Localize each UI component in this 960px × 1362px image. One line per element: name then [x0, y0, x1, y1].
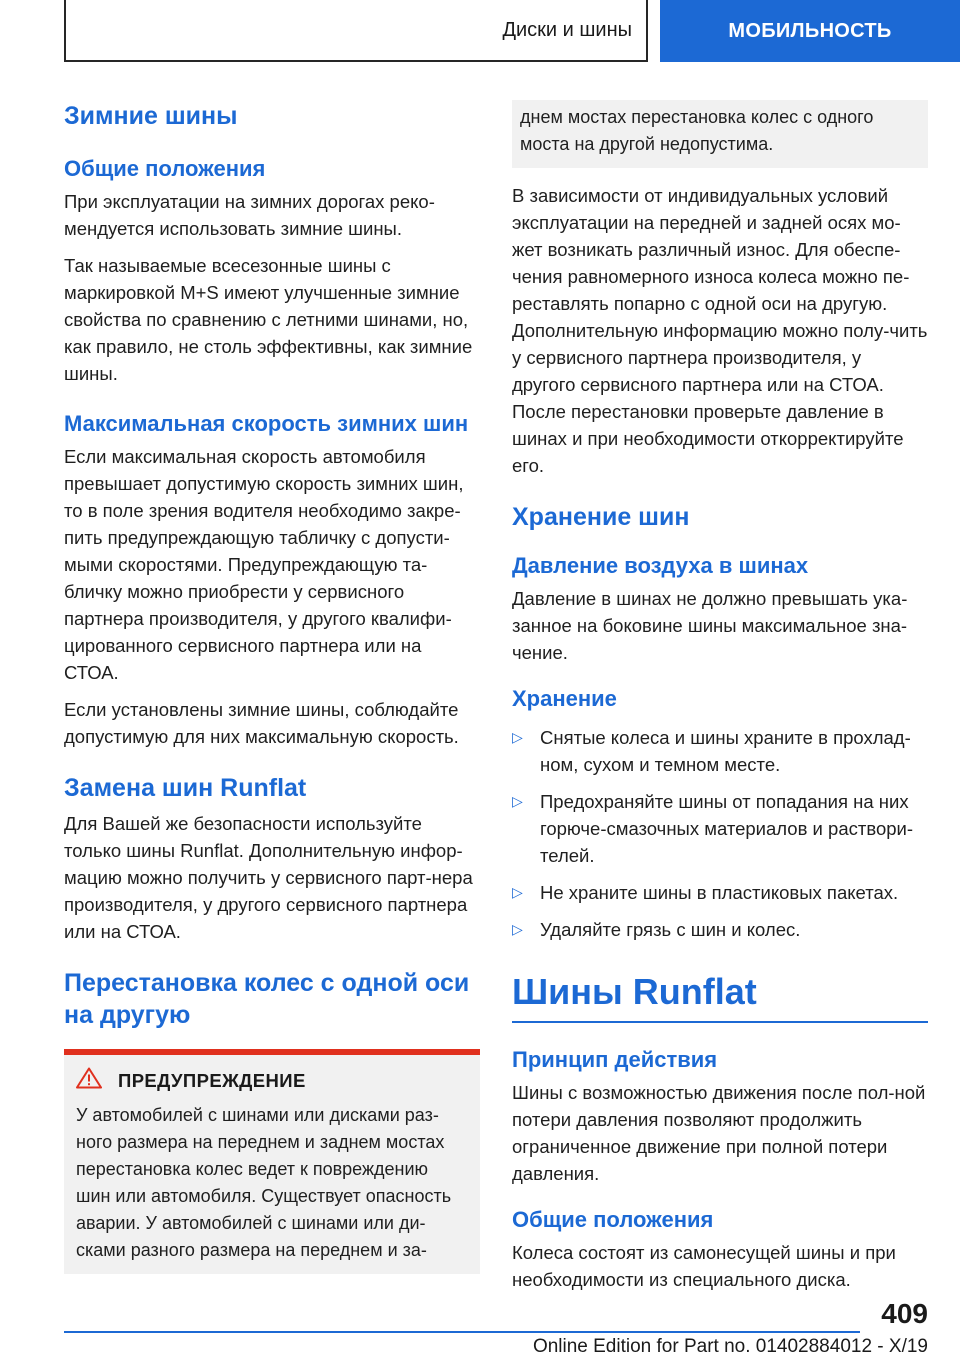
- paragraph-principle: Шины с возможностью движения после пол-ной потери давления позволяют продолжить ограниченное движение при полной потери давления.: [512, 1082, 926, 1184]
- header-chapter-tab: [660, 0, 960, 62]
- heading-storage: Хранение: [512, 686, 617, 711]
- paragraph-speed-2: Если установлены зимние шины, соблюдайте допустимую для них максимальную скорость.: [64, 699, 459, 747]
- warning-text: У автомобилей с шинами или дисками раз-ного размера на переднем и заднем мостах перестановка колес ведет к повреждению шин или автомобиля. Существует опасность аварии. У автомобилей с шинами или ди-сками разного размера на переднем и за-: [76, 1105, 452, 1260]
- section-title: Диски и шины: [502, 18, 632, 41]
- warning-triangle-icon: [76, 1067, 102, 1094]
- paragraph-general-runflat: Колеса состоят из самонесущей шины и при необходимости из специального диска.: [512, 1242, 896, 1290]
- list-item: ▷ Снятые колеса и шины храните в прохлад-ном, сухом и темном месте.: [512, 724, 928, 778]
- heading-runflat-replacement: Замена шин Runflat: [64, 774, 307, 802]
- heading-principle: Принцип действия: [512, 1047, 718, 1072]
- warning-box-continued: [512, 100, 928, 168]
- heading-wheel-rotation: Перестановка колес с одной оси на другую: [64, 969, 470, 1029]
- storage-list: [512, 724, 928, 943]
- list-item: ▷ Не храните шины в пластиковых пакетах.: [512, 879, 928, 906]
- heading-runflat-tires: Шины Runflat: [512, 971, 757, 1012]
- triangle-right-icon: ▷: [512, 793, 523, 809]
- heading-winter-tires: Зимние шины: [64, 102, 238, 130]
- triangle-right-icon: ▷: [512, 884, 523, 900]
- triangle-right-icon: ▷: [512, 921, 523, 937]
- footer-divider: [64, 1331, 860, 1333]
- header-section-title: [64, 0, 648, 62]
- left-column: [64, 100, 480, 1274]
- footer-edition: Online Edition for Part no. 01402884012 - X/19: [532, 1336, 928, 1357]
- page-number: 409: [881, 1298, 928, 1329]
- warning-text-continued: днем мостах перестановка колес с одного моста на другой недопустима.: [520, 107, 874, 154]
- heading-max-speed: Максимальная скорость зимних шин: [64, 411, 469, 436]
- heading-tire-storage: Хранение шин: [512, 503, 690, 531]
- paragraph-rotation: В зависимости от индивидуальных условий эксплуатации на передней и задней осях мо-жет возникать различный износ. Для обеспе-чения равномерного износа колеса можно пе-реставлять попарно с одной оси на другую. Дополнительную информацию можно полу-чить у сервисного партнера производителя, у другого сервисного партнера или на СТОА. После перестановки проверьте давление в шинах и при необходимости откорректируйте его.: [512, 185, 928, 476]
- paragraph-tire-pressure: Давление в шинах не должно превышать ука-занное на боковине шины максимальное зна-чение.: [512, 588, 908, 663]
- warning-title: ПРЕДУПРЕЖДЕНИЕ: [118, 1069, 306, 1091]
- right-column: [512, 100, 928, 1293]
- heading-tire-pressure: Давление воздуха в шинах: [512, 553, 809, 578]
- heading-general: Общие положения: [64, 156, 266, 181]
- heading-general-runflat: Общие положения: [512, 1207, 714, 1232]
- paragraph-speed-1: Если максимальная скорость автомобиля превышает допустимую скорость зимних шин, то в поле зрения водителя необходимо закре-пить предупреждающую табличку с допусти-мыми скоростями. Предупреждающую та-бличку можно приобрести у сервисного партнера производителя, у другого квалифи-цированного сервисного партнера или на СТОА.: [64, 446, 464, 683]
- chapter-title: МОБИЛЬНОСТЬ: [728, 19, 892, 42]
- warning-title-row: [76, 1067, 466, 1094]
- paragraph-general-2: Так называемые всесезонные шины с маркировкой M+S имеют улучшенные зимние свойства по сравнению с летними шинами, но, как правило, не столь эффективны, как зимние шины.: [64, 255, 473, 384]
- paragraph-general-1: При эксплуатации на зимних дорогах реко-мендуется использовать зимние шины.: [64, 191, 435, 239]
- triangle-right-icon: ▷: [512, 729, 523, 745]
- warning-box: [64, 1049, 480, 1274]
- paragraph-runflat-replacement: Для Вашей же безопасности используйте только шины Runflat. Дополнительную инфор-мацию можно получить у сервисного парт-нера производителя, у другого сервисного партнера или на СТОА.: [64, 813, 473, 942]
- list-item: ▷ Удаляйте грязь с шин и колес.: [512, 916, 928, 943]
- list-item: ▷ Предохраняйте шины от попадания на них горюче-смазочных материалов и раствори-телей.: [512, 788, 928, 869]
